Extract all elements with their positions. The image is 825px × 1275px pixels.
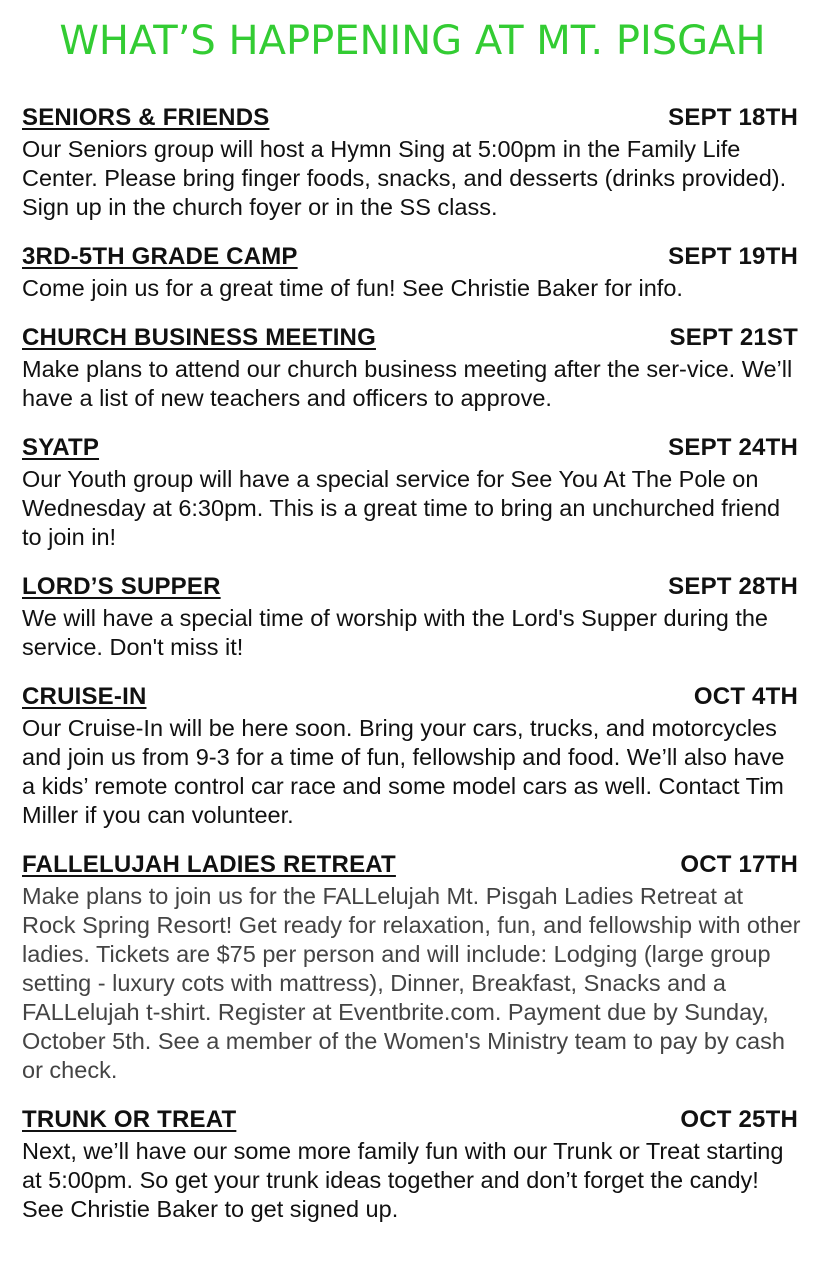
event-date: SEPT 24TH <box>668 434 798 461</box>
event-header <box>22 851 802 882</box>
event-date: SEPT 18TH <box>668 104 798 131</box>
event-description: Our Youth group will have a special service for See You At The Pole on Wednesday at 6:30pm. This is a great time to bring an unchurched friend to join in! <box>22 466 781 550</box>
event-title: SENIORS & FRIENDS <box>22 104 270 131</box>
event-title: 3RD-5TH GRADE CAMP <box>22 243 298 270</box>
event-title: CRUISE-IN <box>22 683 147 710</box>
event-item <box>22 573 802 662</box>
event-date: OCT 17TH <box>680 851 798 878</box>
event-date: OCT 25TH <box>680 1106 798 1133</box>
event-item <box>22 1106 802 1224</box>
event-header <box>22 434 802 465</box>
event-description: Make plans to attend our church business meeting after the ser-vice. We’ll have a list of new teachers and officers to approve. <box>22 356 793 411</box>
event-item <box>22 324 802 413</box>
event-item <box>22 104 802 222</box>
event-item <box>22 683 802 830</box>
event-title: LORD’S SUPPER <box>22 573 221 600</box>
event-date: SEPT 21ST <box>669 324 798 351</box>
event-description: Make plans to join us for the FALLelujah Mt. Pisgah Ladies Retreat at Rock Spring Resort! Get ready for relaxation, fun, and fellowship with other ladies. Tickets are $75 per person and will include: Lodging (large group setting - luxury cots with mattress), Dinner, Breakfast, Snacks and a FALLelujah t-shirt. Register at Eventbrite.com. Payment due by Sunday, October 5th. See a member of the Women's Ministry team to pay by cash or check. <box>22 883 801 1083</box>
event-title: FALLELUJAH LADIES RETREAT <box>22 851 396 878</box>
event-item <box>22 851 802 1085</box>
event-title: TRUNK OR TREAT <box>22 1106 237 1133</box>
event-header <box>22 683 802 714</box>
events-list <box>22 104 802 1245</box>
page-title: WHAT’S HAPPENING AT MT. PISGAH <box>59 18 766 64</box>
event-header <box>22 573 802 604</box>
event-date: SEPT 19TH <box>668 243 798 270</box>
event-header <box>22 1106 802 1137</box>
event-title: SYATP <box>22 434 100 461</box>
event-description: Our Cruise-In will be here soon. Bring your cars, trucks, and motorcycles and join us from 9-3 for a time of fun, fellowship and food. We’ll also have a kids’ remote control car race and some model cars as well. Contact Tim Miller if you can volunteer. <box>22 715 785 828</box>
event-title: CHURCH BUSINESS MEETING <box>22 324 376 351</box>
event-date: OCT 4TH <box>693 683 798 710</box>
event-description: Come join us for a great time of fun! See Christie Baker for info. <box>22 275 683 301</box>
event-item <box>22 243 802 303</box>
event-item <box>22 434 802 552</box>
event-description: We will have a special time of worship with the Lord's Supper during the service. Don't miss it! <box>22 605 768 660</box>
event-description: Next, we’ll have our some more family fun with our Trunk or Treat starting at 5:00pm. So get your trunk ideas together and don’t forget the candy! See Christie Baker to get signed up. <box>22 1138 784 1222</box>
event-header <box>22 324 802 355</box>
event-header <box>22 104 802 135</box>
event-date: SEPT 28TH <box>668 573 798 600</box>
event-description: Our Seniors group will host a Hymn Sing at 5:00pm in the Family Life Center. Please bring finger foods, snacks, and desserts (drinks provided). Sign up in the church foyer or in the SS class. <box>22 136 787 220</box>
event-header <box>22 243 802 274</box>
